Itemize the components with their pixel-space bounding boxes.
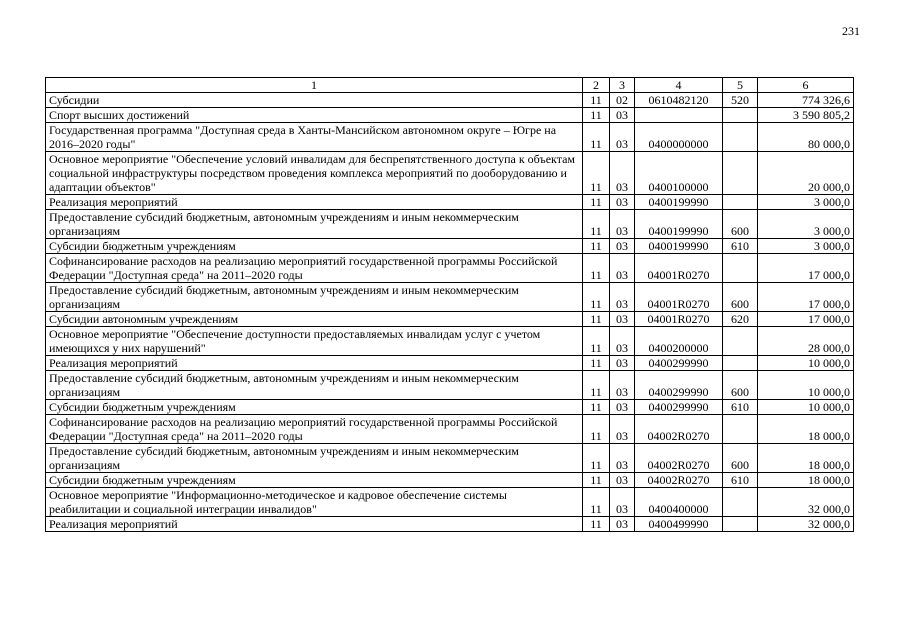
- table-row: [46, 283, 854, 312]
- table-row: [46, 488, 854, 517]
- cell-amount: 10 000,0: [758, 400, 854, 415]
- cell-section: 11: [583, 195, 610, 210]
- cell-section: 11: [583, 239, 610, 254]
- cell-target-article: [635, 108, 723, 123]
- cell-section: 11: [583, 400, 610, 415]
- cell-amount: 3 000,0: [758, 210, 854, 239]
- cell-subsection: 03: [610, 108, 635, 123]
- cell-target-article: 0400299990: [635, 371, 723, 400]
- cell-amount: 32 000,0: [758, 517, 854, 532]
- cell-target-article: 04002R0270: [635, 444, 723, 473]
- table-row: [46, 517, 854, 532]
- cell-amount: 17 000,0: [758, 254, 854, 283]
- cell-amount: 18 000,0: [758, 473, 854, 488]
- cell-expense-type: 610: [723, 400, 758, 415]
- cell-name: Софинансирование расходов на реализацию мероприятий государственной программы Российской Федерации "Доступная среда" на 2011–2020 годы: [46, 415, 583, 444]
- cell-section: 11: [583, 254, 610, 283]
- cell-target-article: 0400000000: [635, 123, 723, 152]
- table-row: [46, 473, 854, 488]
- cell-subsection: 03: [610, 517, 635, 532]
- cell-target-article: 04001R0270: [635, 312, 723, 327]
- cell-section: 11: [583, 371, 610, 400]
- table-body: [46, 93, 854, 532]
- cell-target-article: 04002R0270: [635, 415, 723, 444]
- cell-name: Субсидии бюджетным учреждениям: [46, 400, 583, 415]
- table-row: [46, 152, 854, 195]
- table-row: [46, 356, 854, 371]
- cell-target-article: 04001R0270: [635, 283, 723, 312]
- cell-amount: 10 000,0: [758, 371, 854, 400]
- cell-target-article: 04002R0270: [635, 473, 723, 488]
- cell-name: Субсидии автономным учреждениям: [46, 312, 583, 327]
- cell-amount: 3 000,0: [758, 239, 854, 254]
- cell-name: Основное мероприятие "Обеспечение доступности предоставляемых инвалидам услуг с учетом имеющихся у них нарушений": [46, 327, 583, 356]
- cell-name: Спорт высших достижений: [46, 108, 583, 123]
- cell-target-article: 0400299990: [635, 356, 723, 371]
- cell-expense-type: [723, 108, 758, 123]
- cell-target-article: 0400100000: [635, 152, 723, 195]
- cell-subsection: 03: [610, 415, 635, 444]
- cell-target-article: 0400299990: [635, 400, 723, 415]
- table-row: [46, 415, 854, 444]
- table-row: [46, 108, 854, 123]
- cell-section: 11: [583, 327, 610, 356]
- cell-expense-type: [723, 415, 758, 444]
- table-row: [46, 444, 854, 473]
- cell-expense-type: 610: [723, 239, 758, 254]
- table-row: [46, 254, 854, 283]
- cell-amount: 17 000,0: [758, 312, 854, 327]
- cell-expense-type: 620: [723, 312, 758, 327]
- column-header-section: 2: [583, 78, 610, 93]
- cell-section: 11: [583, 123, 610, 152]
- cell-name: Софинансирование расходов на реализацию мероприятий государственной программы Российской Федерации "Доступная среда" на 2011–2020 годы: [46, 254, 583, 283]
- cell-amount: 20 000,0: [758, 152, 854, 195]
- cell-expense-type: [723, 488, 758, 517]
- cell-section: 11: [583, 517, 610, 532]
- cell-subsection: 03: [610, 254, 635, 283]
- cell-subsection: 03: [610, 152, 635, 195]
- cell-subsection: 03: [610, 123, 635, 152]
- cell-section: 11: [583, 356, 610, 371]
- cell-section: 11: [583, 415, 610, 444]
- cell-amount: 3 590 805,2: [758, 108, 854, 123]
- cell-section: 11: [583, 93, 610, 108]
- cell-name: Предоставление субсидий бюджетным, автономным учреждениям и иным некоммерческим организациям: [46, 444, 583, 473]
- cell-amount: 17 000,0: [758, 283, 854, 312]
- column-header-name: 1: [46, 78, 583, 93]
- cell-subsection: 03: [610, 356, 635, 371]
- cell-target-article: 0400200000: [635, 327, 723, 356]
- cell-subsection: 02: [610, 93, 635, 108]
- cell-target-article: 04001R0270: [635, 254, 723, 283]
- cell-expense-type: 610: [723, 473, 758, 488]
- cell-subsection: 03: [610, 327, 635, 356]
- table-row: [46, 123, 854, 152]
- cell-subsection: 03: [610, 488, 635, 517]
- cell-amount: 28 000,0: [758, 327, 854, 356]
- cell-section: 11: [583, 283, 610, 312]
- cell-amount: 18 000,0: [758, 415, 854, 444]
- cell-subsection: 03: [610, 473, 635, 488]
- cell-expense-type: [723, 327, 758, 356]
- cell-expense-type: [723, 517, 758, 532]
- cell-name: Реализация мероприятий: [46, 356, 583, 371]
- cell-section: 11: [583, 210, 610, 239]
- cell-amount: 3 000,0: [758, 195, 854, 210]
- cell-subsection: 03: [610, 195, 635, 210]
- cell-name: Государственная программа "Доступная среда в Ханты-Мансийском автономном округе – Югре на 2016–2020 годы": [46, 123, 583, 152]
- cell-name: Основное мероприятие "Обеспечение условий инвалидам для беспрепятственного доступа к объектам социальной инфраструктуры посредством проведения комплекса мероприятий по дооборудованию и адаптации объектов": [46, 152, 583, 195]
- column-header-amount: 6: [758, 78, 854, 93]
- page-number: 231: [842, 24, 860, 38]
- cell-name: Реализация мероприятий: [46, 517, 583, 532]
- table-row: [46, 93, 854, 108]
- cell-target-article: 0400400000: [635, 488, 723, 517]
- table-header: [46, 78, 854, 93]
- cell-subsection: 03: [610, 239, 635, 254]
- cell-amount: 32 000,0: [758, 488, 854, 517]
- table-row: [46, 210, 854, 239]
- cell-subsection: 03: [610, 312, 635, 327]
- table-row: [46, 239, 854, 254]
- cell-name: Субсидии бюджетным учреждениям: [46, 473, 583, 488]
- cell-expense-type: 520: [723, 93, 758, 108]
- table-row: [46, 327, 854, 356]
- cell-name: Основное мероприятие "Информационно-методическое и кадровое обеспечение системы реабилитации и социальной интеграции инвалидов": [46, 488, 583, 517]
- cell-section: 11: [583, 444, 610, 473]
- cell-expense-type: [723, 356, 758, 371]
- cell-section: 11: [583, 473, 610, 488]
- column-header-expense-type: 5: [723, 78, 758, 93]
- cell-name: Предоставление субсидий бюджетным, автономным учреждениям и иным некоммерческим организациям: [46, 371, 583, 400]
- column-header-target-article: 4: [635, 78, 723, 93]
- cell-subsection: 03: [610, 444, 635, 473]
- cell-name: Субсидии бюджетным учреждениям: [46, 239, 583, 254]
- cell-expense-type: [723, 254, 758, 283]
- cell-expense-type: 600: [723, 371, 758, 400]
- table-row: [46, 400, 854, 415]
- cell-name: Реализация мероприятий: [46, 195, 583, 210]
- cell-target-article: 0400199990: [635, 195, 723, 210]
- table-row: [46, 195, 854, 210]
- cell-section: 11: [583, 488, 610, 517]
- cell-subsection: 03: [610, 210, 635, 239]
- column-header-subsection: 3: [610, 78, 635, 93]
- cell-amount: 774 326,6: [758, 93, 854, 108]
- cell-expense-type: 600: [723, 210, 758, 239]
- cell-section: 11: [583, 152, 610, 195]
- cell-subsection: 03: [610, 283, 635, 312]
- cell-amount: 80 000,0: [758, 123, 854, 152]
- cell-expense-type: [723, 152, 758, 195]
- budget-table: [45, 77, 854, 532]
- cell-expense-type: [723, 195, 758, 210]
- cell-expense-type: 600: [723, 444, 758, 473]
- cell-expense-type: [723, 123, 758, 152]
- cell-amount: 18 000,0: [758, 444, 854, 473]
- cell-target-article: 0400199990: [635, 210, 723, 239]
- cell-name: Предоставление субсидий бюджетным, автономным учреждениям и иным некоммерческим организациям: [46, 210, 583, 239]
- cell-subsection: 03: [610, 400, 635, 415]
- cell-name: Субсидии: [46, 93, 583, 108]
- table-row: [46, 312, 854, 327]
- cell-target-article: 0400499990: [635, 517, 723, 532]
- cell-section: 11: [583, 312, 610, 327]
- table-row: [46, 371, 854, 400]
- cell-target-article: 0400199990: [635, 239, 723, 254]
- cell-amount: 10 000,0: [758, 356, 854, 371]
- cell-name: Предоставление субсидий бюджетным, автономным учреждениям и иным некоммерческим организациям: [46, 283, 583, 312]
- cell-expense-type: 600: [723, 283, 758, 312]
- cell-target-article: 0610482120: [635, 93, 723, 108]
- cell-subsection: 03: [610, 371, 635, 400]
- header-row: [46, 78, 854, 93]
- cell-section: 11: [583, 108, 610, 123]
